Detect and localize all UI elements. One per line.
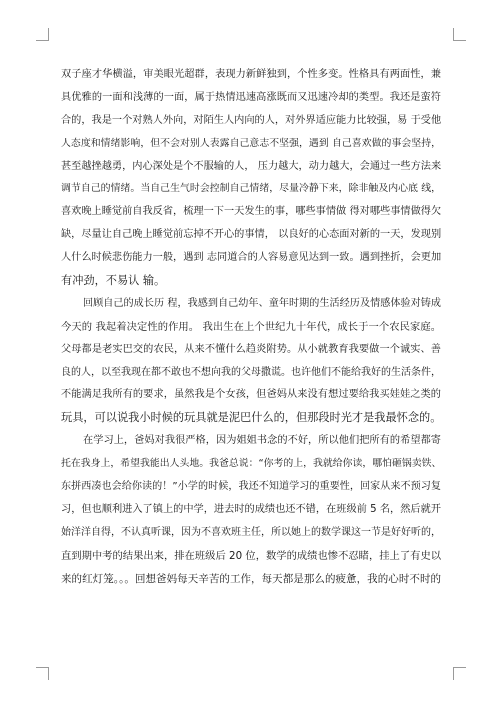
crop-mark-top-left bbox=[36, 28, 49, 41]
text-line: 在学习上，爸妈对我很严格，因为姐姐书念的不好，所以他们把所有的希望都寄 bbox=[83, 435, 441, 447]
document-body bbox=[61, 64, 441, 590]
text-line: 来的红灯笼。。。回想爸妈每天辛苦的工作，每天都是那么的疲惫，我的心时不时的 bbox=[61, 572, 441, 585]
text-line: 人态度和情绪影响，但不会对别人表露自己意志不坚强，遇到 自己喜欢做的事会坚持， bbox=[61, 137, 441, 149]
text-line: 不能满足我所有的要求，虽然我是个女孩，但爸妈从来没有想过要给我买娃娃之类的 bbox=[61, 389, 441, 401]
text-line: 托在我身上，希望我能出人头地。我爸总说：“你考的上，我就给你读，哪怕砸锅卖铁、 bbox=[61, 458, 441, 470]
text-line: 玩具，可以说我小时候的玩具就是泥巴什么的，但那段时光才是我最怀念的。 bbox=[61, 411, 441, 425]
text-line: 喜欢晚上睡觉前自我反省，梳理一下一天发生的事，哪些事情做 得对哪些事情做得欠 bbox=[61, 206, 441, 218]
text-line: 合的，我是一个对熟人外向，对陌生人内向的人，对外界适应能力比较强，易 于受他 bbox=[61, 114, 441, 126]
paragraph-study bbox=[61, 430, 441, 590]
crop-mark-bottom-left bbox=[36, 667, 49, 680]
text-line: 直到期中考的结果出来，排在班级后 20 位，数学的成绩也惨不忍睹，挂上了有史以 bbox=[61, 549, 441, 562]
text-line: 东拼西凑也会给你读的！”小学的时候，我还不知道学习的重要性，回家从来不预习复 bbox=[61, 481, 441, 493]
text-line: 双子座才华横溢，审美眼光超群，表现力新鲜独到，个性多变。性格具有两面性，兼 bbox=[61, 69, 441, 80]
paragraph-personality bbox=[61, 64, 441, 293]
crop-mark-bottom-right bbox=[453, 667, 466, 680]
text-line: 始洋洋自得，不认真听课，因为不喜欢班主任，所以她上的数学课这一节是好好听的， bbox=[61, 526, 441, 538]
text-line: 父母都是老实巴交的农民，从来不懂什么趋炎附势。从小就教育我要做一个诚实、善 bbox=[61, 343, 441, 355]
paragraph-growth bbox=[61, 293, 441, 430]
text-line: 调节自己的情绪。当自己生气时会控制自己情绪，尽量冷静下来，除非触及内心底 线， bbox=[61, 183, 441, 195]
crop-mark-top-right bbox=[453, 28, 466, 41]
text-line: 甚至越挫越勇，内心深处是个不服输的人， 压力越大，动力越大，会通过一些方法来 bbox=[61, 160, 441, 172]
text-line: 回顾自己的成长历 程，我感到自己幼年、童年时期的生活经历及情感体验对铸成 bbox=[83, 297, 441, 309]
text-line: 缺，尽量让自己晚上睡觉前忘掉不开心的事情， 以良好的心态面对新的一天，发现别 bbox=[61, 229, 441, 241]
text-line: 今天的 我起着决定性的作用。 我出生在上个世纪九十年代，成长于一个农民家庭。 bbox=[61, 320, 441, 333]
text-line: 习，但也顺利进入了镇上的中学，进去时的成绩也还不错，在班级前 5 名，然后就开 bbox=[61, 503, 441, 515]
text-line: 具优雅的一面和浅薄的一面，属于热情迅速高涨既而又迅速冷却的类型。我还是蛮符 bbox=[61, 91, 441, 103]
text-line: 有冲劲，不易认 输。 bbox=[61, 274, 166, 288]
text-line: 人什么时候悲伤能力一般，遇到 志同道合的人容易意见达到一致。遇到挫折，会更加 bbox=[61, 252, 441, 264]
text-line: 良的人，以至我现在都不敢也不想向我的父母撒谎。也许他们不能给我好的生活条件， bbox=[61, 366, 441, 378]
